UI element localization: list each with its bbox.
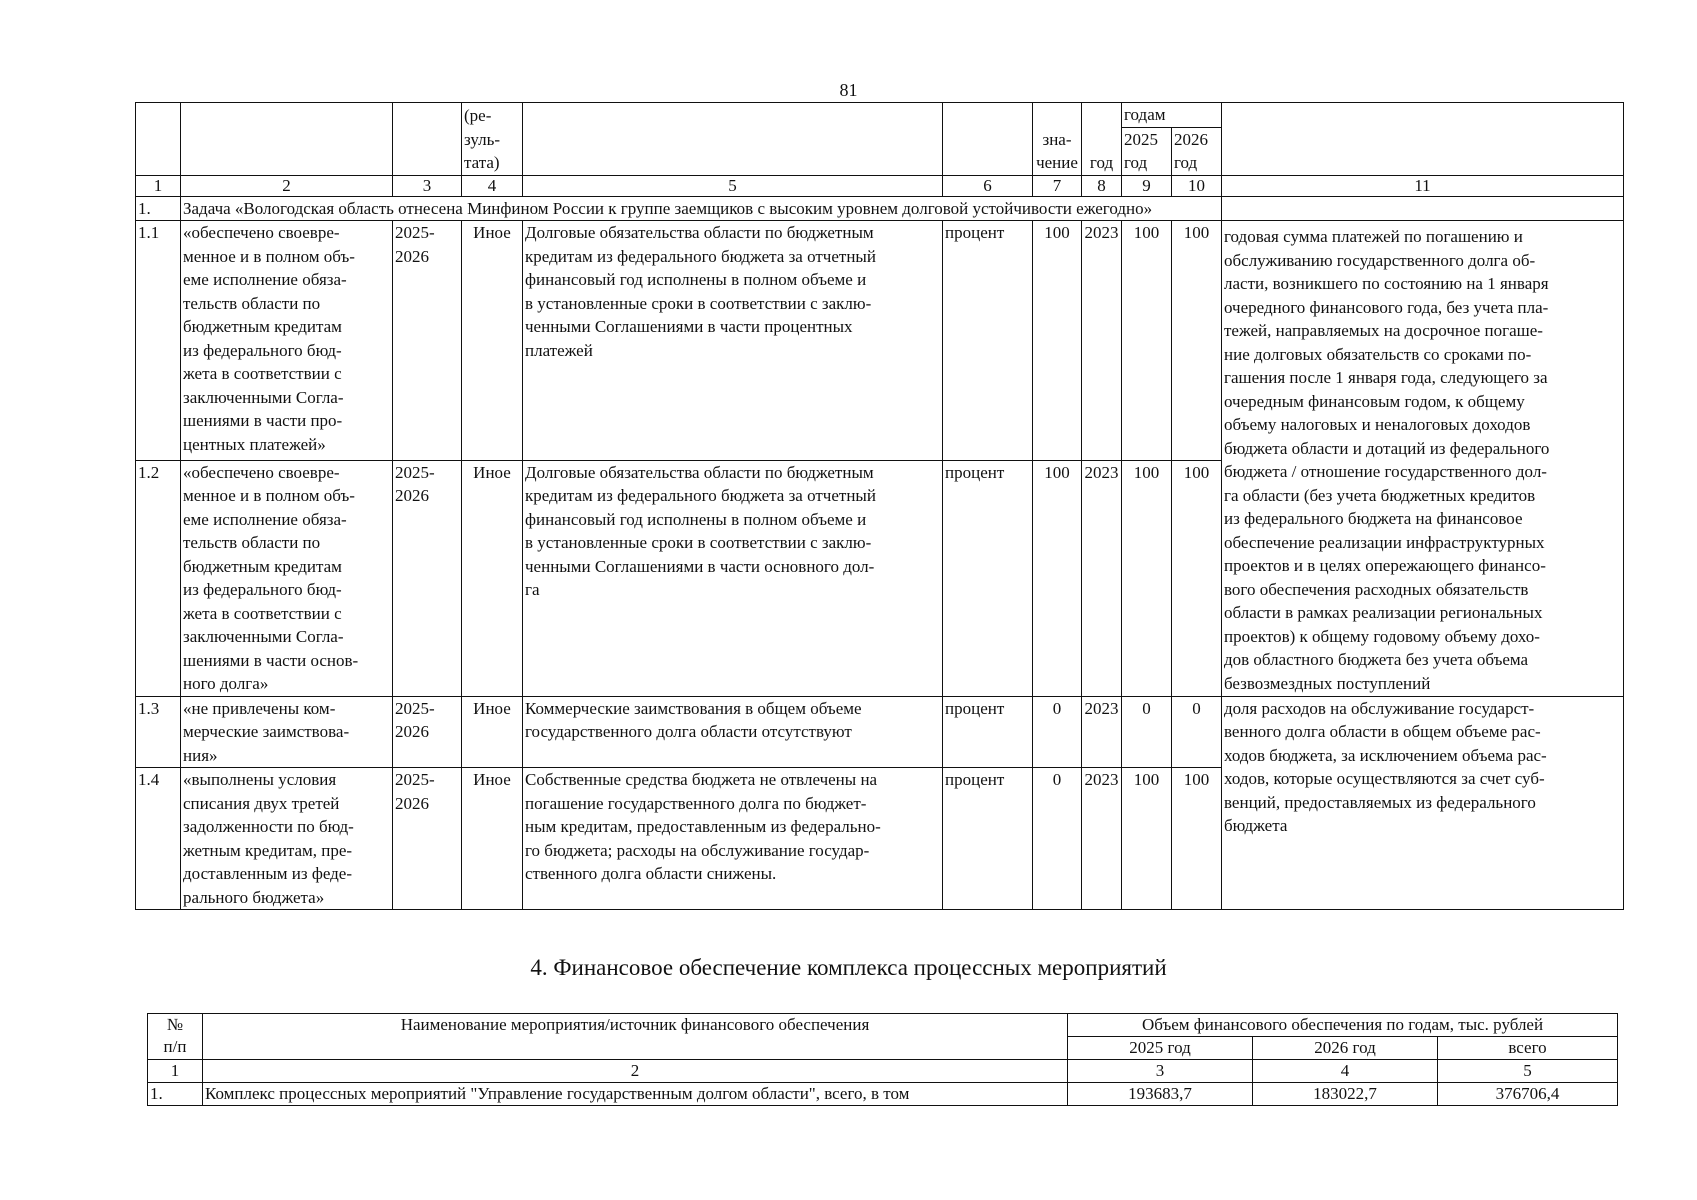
financing-row	[148, 1083, 1618, 1106]
base-year: 2023	[1082, 221, 1122, 461]
header-2026: 2026 год	[1174, 129, 1208, 172]
col-number: 11	[1222, 175, 1624, 196]
col-number: 6	[943, 175, 1033, 196]
task-text: Задача «Вологодская область отнесена Минфином России к группе заемщиков с высоким уровнем долговой устойчивости ежегодно»	[181, 196, 1222, 221]
header-godam: годам	[1122, 103, 1221, 128]
description: Коммерческие заимствования в общем объеме государственного долга области отсутствуют	[523, 696, 943, 768]
result-type: Иное	[462, 460, 523, 696]
header-row	[136, 103, 1624, 176]
col-number: 3	[393, 175, 462, 196]
result-type: Иное	[462, 696, 523, 768]
unit: процент	[943, 221, 1033, 461]
result-name: «обеспечено своевре- менное и в полном объ- еме исполнение обяза- тельств области по бюджетным кредитам из федерального бюд- жета в соответствии с заключенными Согла- шениями в части основ- ного долга»	[181, 460, 393, 696]
base-value: 0	[1033, 696, 1082, 768]
value-2026: 100	[1172, 221, 1222, 461]
base-year: 2023	[1082, 768, 1122, 910]
methodology-part-2: бюджета / отношение государственного дол- га области (без учета бюджетных кредитов из федерального бюджета на финансовое обеспечение реализации инфраструктурных проектов и в целях опережающего финансо- вого обеспечения расходных обязательств области в рамках реализации региональных проектов) к общему годовому объему дохо- дов областного бюджета без учета объема безвозмездных поступлений	[1222, 460, 1624, 696]
header-2025: 2025 год	[1068, 1037, 1253, 1060]
methodology-part-3: доля расходов на обслуживание государст- венного долга области в общем объеме рас- ходов бюджета, за исключением объема рас- ходов, которые осуществляются за счет суб- венций, предоставляемых из федерального бюджета	[1222, 696, 1624, 910]
period: 2025- 2026	[393, 460, 462, 696]
header-volume: Объем финансового обеспечения по годам, тыс. рублей	[1068, 1014, 1618, 1037]
col-number: 9	[1122, 175, 1172, 196]
period: 2025- 2026	[393, 696, 462, 768]
unit: процент	[943, 696, 1033, 768]
col-number: 1	[136, 175, 181, 196]
amount-total: 376706,4	[1438, 1083, 1618, 1106]
result-type: Иное	[462, 221, 523, 461]
header-number: № п/п	[148, 1014, 203, 1060]
row-number: 1.	[148, 1083, 203, 1106]
col-number: 4	[462, 175, 523, 196]
indicators-table	[135, 102, 1624, 910]
header-2026: 2026 год	[1253, 1037, 1438, 1060]
financing-col-numbers	[148, 1060, 1618, 1083]
base-value: 100	[1033, 460, 1082, 696]
col-number: 5	[523, 175, 943, 196]
header-name: Наименование мероприятия/источник финансового обеспечения	[203, 1014, 1068, 1060]
base-value: 100	[1033, 221, 1082, 461]
header-2025: 2025 год	[1122, 128, 1172, 175]
header-by-years	[1122, 103, 1222, 176]
header-value: зна- чение	[1033, 103, 1082, 176]
financing-table	[147, 1013, 1618, 1106]
col-number: 3	[1068, 1060, 1253, 1083]
value-2025: 100	[1122, 460, 1172, 696]
col-number: 1	[148, 1060, 203, 1083]
period: 2025- 2026	[393, 221, 462, 461]
financing-header-row	[148, 1014, 1618, 1037]
col-number: 4	[1253, 1060, 1438, 1083]
row-number: 1.1	[136, 221, 181, 461]
section-title: 4. Финансовое обеспечение комплекса процессных мероприятий	[530, 955, 1167, 980]
value-2026: 100	[1172, 460, 1222, 696]
base-value: 0	[1033, 768, 1082, 910]
period: 2025- 2026	[393, 768, 462, 910]
base-year: 2023	[1082, 696, 1122, 768]
col-number: 7	[1033, 175, 1082, 196]
activity-name: Комплекс процессных мероприятий "Управление государственным долгом области", всего, в том	[203, 1083, 1068, 1106]
column-numbers-row	[136, 175, 1624, 196]
col-number: 2	[181, 175, 393, 196]
col-number: 8	[1082, 175, 1122, 196]
header-year: год	[1082, 103, 1122, 176]
page-number: 81	[839, 80, 858, 100]
unit: процент	[943, 460, 1033, 696]
col-number: 5	[1438, 1060, 1618, 1083]
value-2026: 100	[1172, 768, 1222, 910]
amount-2025: 193683,7	[1068, 1083, 1253, 1106]
col-number: 10	[1172, 175, 1222, 196]
table-row	[136, 460, 1624, 696]
task-number: 1.	[136, 196, 181, 221]
value-2025: 100	[1122, 221, 1172, 461]
base-year: 2023	[1082, 460, 1122, 696]
methodology-part-1: годовая сумма платежей по погашению и обслуживанию государственного долга об- ласти, возникшего по состоянию на 1 января очередного финансового года, без учета пла- тежей, направляемых на досрочное погаше- ние долговых обязательств со сроками по- гашения после 1 января года, следующего за очередным финансовым годом, к общему объему налоговых и неналоговых доходов бюджета области и дотаций из федерального	[1222, 221, 1624, 461]
description: Собственные средства бюджета не отвлечены на погашение государственного долга по бюджет- ным кредитам, предоставленным из федерально- го бюджета; расходы на обслуживание государ- ственного долга области снижены.	[523, 768, 943, 910]
amount-2026: 183022,7	[1253, 1083, 1438, 1106]
row-number: 1.2	[136, 460, 181, 696]
row-number: 1.3	[136, 696, 181, 768]
description: Долговые обязательства области по бюджетным кредитам из федерального бюджета за отчетный финансовый год исполнены в полном объеме и в установленные сроки в соответствии с заклю- ченными Соглашениями в части процентных платежей	[523, 221, 943, 461]
row-number: 1.4	[136, 768, 181, 910]
value-2025: 100	[1122, 768, 1172, 910]
result-type: Иное	[462, 768, 523, 910]
task-row	[136, 196, 1624, 221]
value-2026: 0	[1172, 696, 1222, 768]
result-name: «не привлечены ком- мерческие заимствова- ния»	[181, 696, 393, 768]
description: Долговые обязательства области по бюджетным кредитам из федерального бюджета за отчетный финансовый год исполнены в полном объеме и в установленные сроки в соответствии с заклю- ченными Соглашениями в части основного дол- га	[523, 460, 943, 696]
header-total: всего	[1438, 1037, 1618, 1060]
value-2025: 0	[1122, 696, 1172, 768]
unit: процент	[943, 768, 1033, 910]
result-name: «обеспечено своевре- менное и в полном объ- еме исполнение обяза- тельств области по бюджетным кредитам из федерального бюд- жета в соответствии с заключенными Согла- шениями в части про- центных платежей»	[181, 221, 393, 461]
table-row	[136, 696, 1624, 768]
result-name: «выполнены условия списания двух третей задолженности по бюд- жетным кредитам, пре- доставленным из феде- рального бюджета»	[181, 768, 393, 910]
header-result: (ре- зуль- тата)	[462, 103, 523, 176]
col-number: 2	[203, 1060, 1068, 1083]
table-row	[136, 221, 1624, 461]
